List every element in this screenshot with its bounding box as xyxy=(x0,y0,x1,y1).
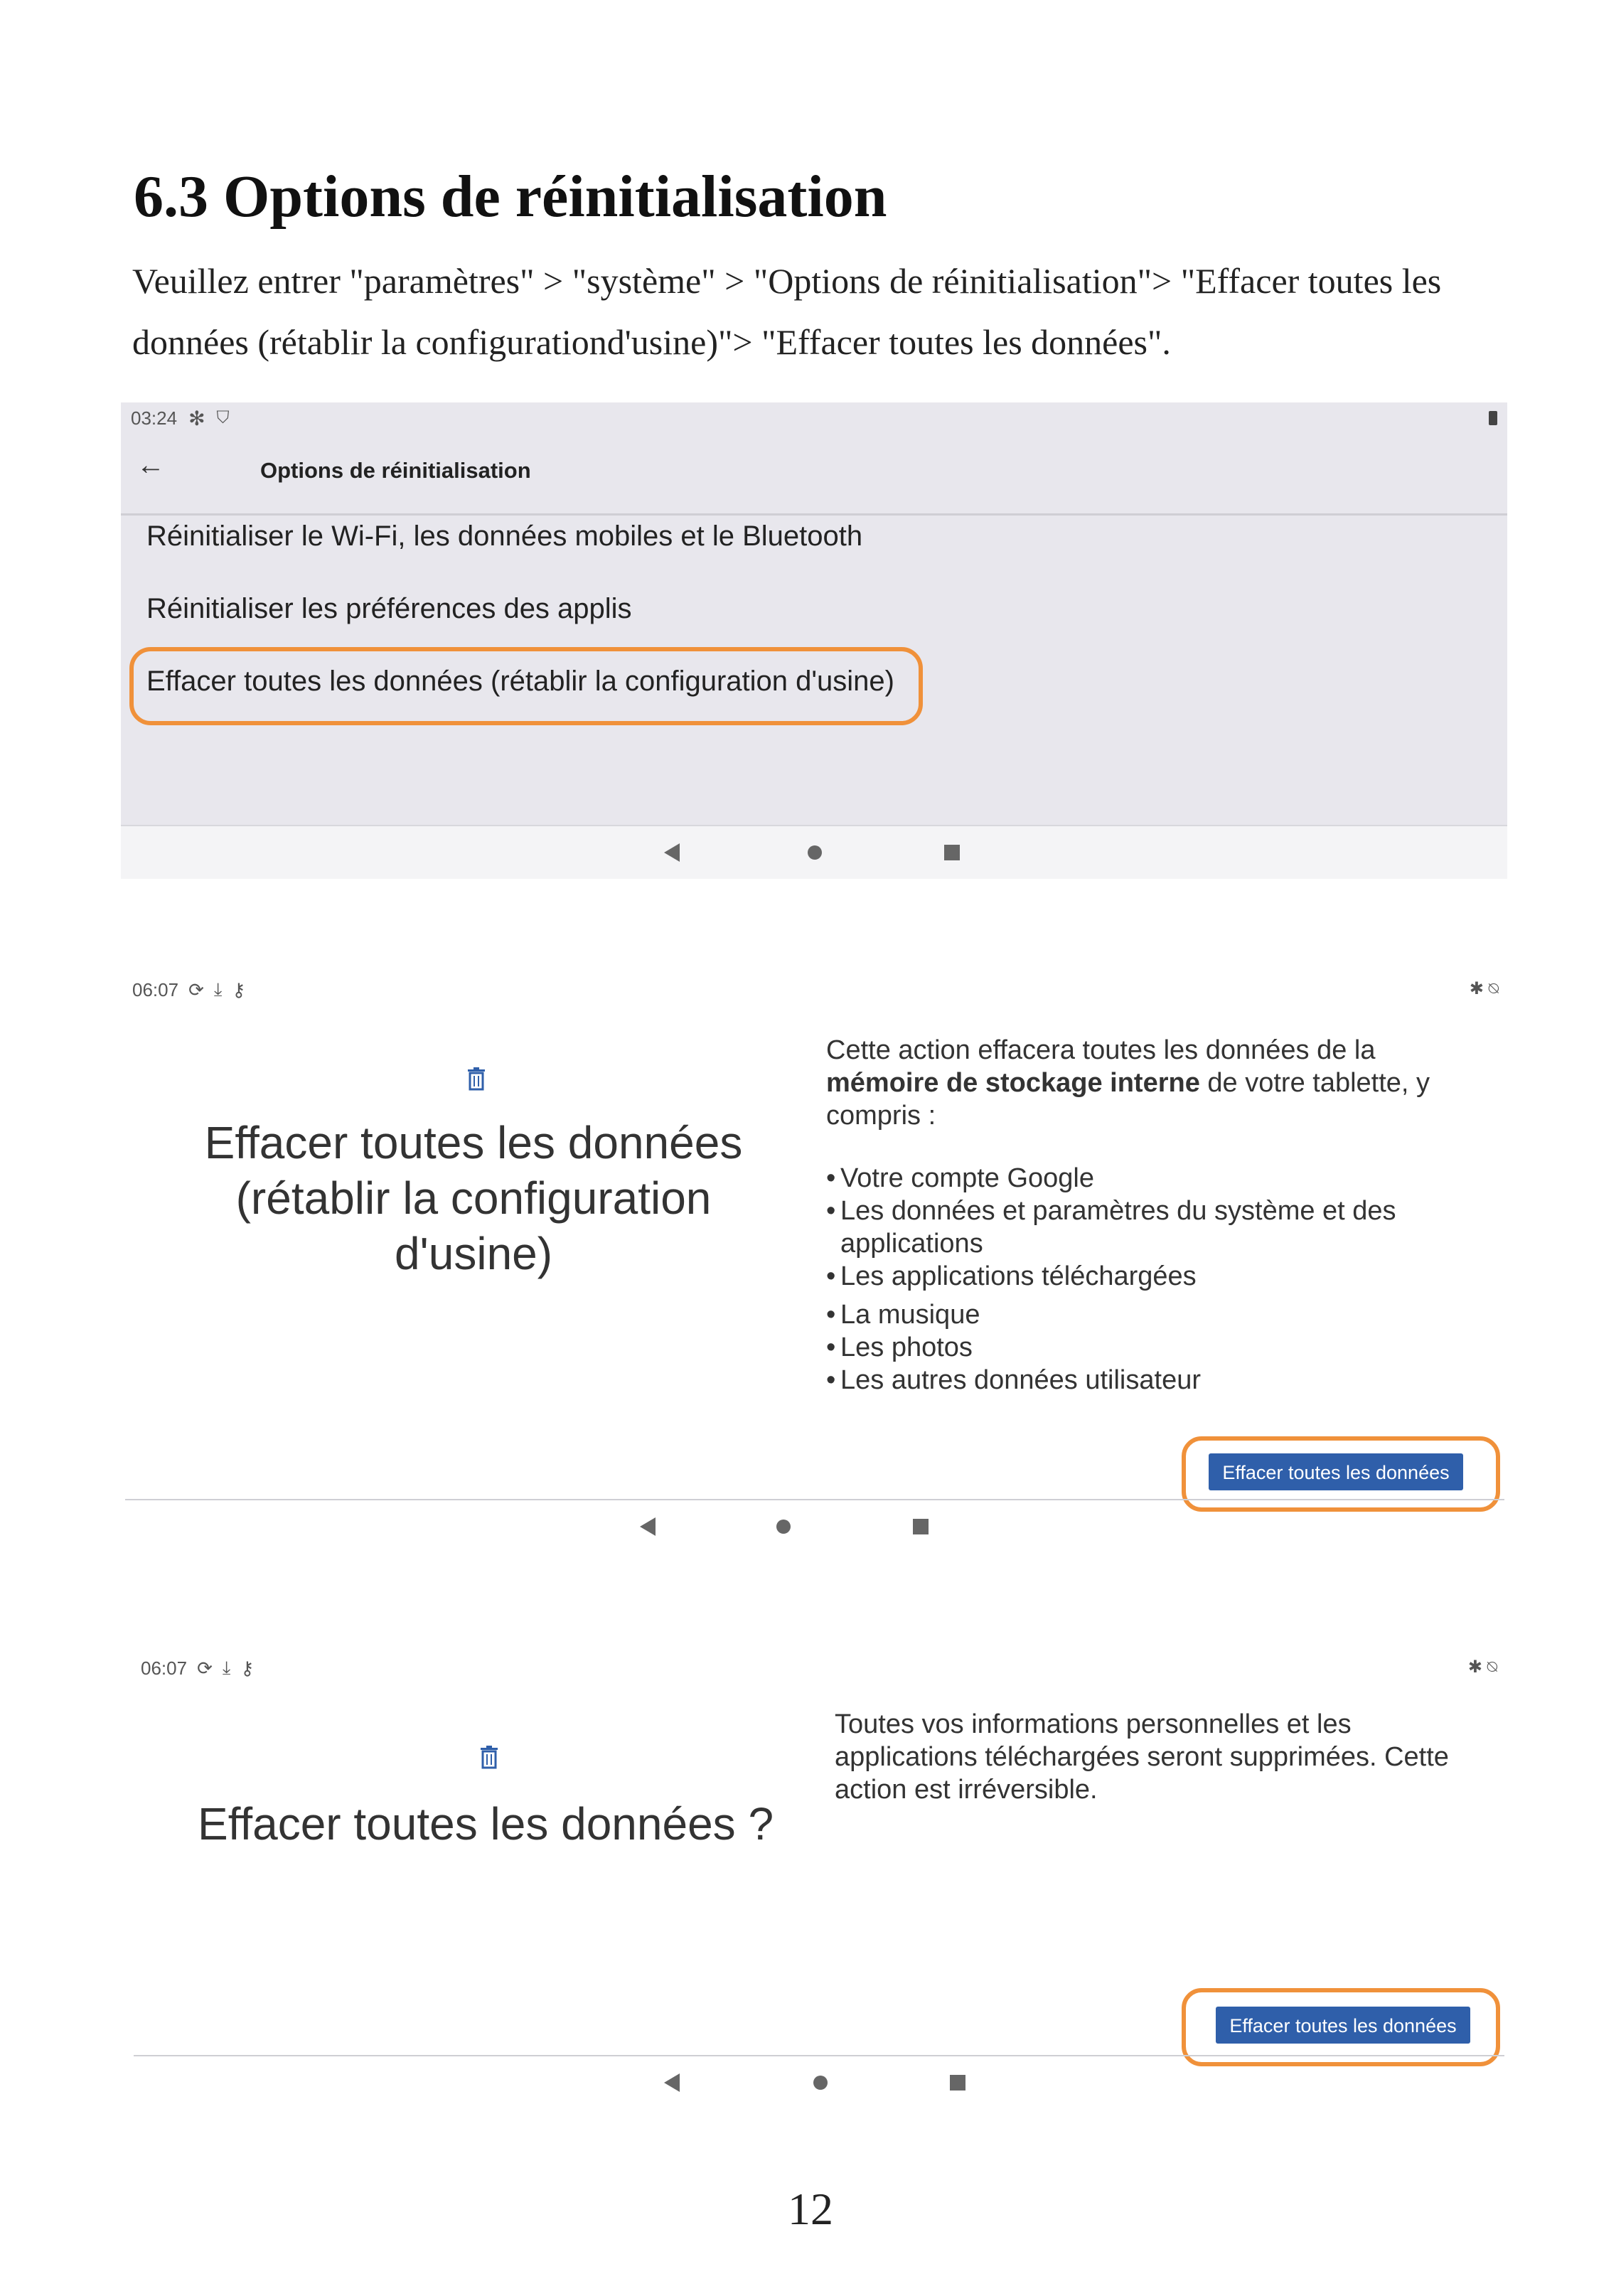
status-bar xyxy=(141,1654,254,1682)
bluetooth-battery-icons: ✱ ⍉ xyxy=(1467,1657,1497,1677)
sync-icon: ⟳ xyxy=(197,1657,213,1679)
description-text-end: de votre tablette, y compris : xyxy=(826,1068,1430,1131)
screenshot-reset-options xyxy=(121,402,1507,877)
divider xyxy=(125,1499,1504,1500)
list-item-reset-app-preferences[interactable]: Réinitialiser les préférences des applis xyxy=(146,593,632,624)
description-bold-text: mémoire de stockage interne xyxy=(826,1068,1200,1098)
list-item: • Les autres données utilisateur xyxy=(826,1364,1466,1397)
list-item: • Les applications téléchargées xyxy=(826,1260,1466,1293)
list-item: • Les données et paramètres du système et des applications xyxy=(826,1195,1466,1260)
shield-icon: ⛉ xyxy=(216,408,230,427)
list-item: • Votre compte Google xyxy=(826,1162,1466,1195)
page-title: Options de réinitialisation xyxy=(260,458,531,483)
nav-back-icon[interactable] xyxy=(640,1517,656,1536)
dialog-title: Effacer toutes les données (rétablir la configuration d'usine) xyxy=(204,1117,743,1279)
highlight-outline xyxy=(1182,1436,1500,1512)
list-item: • La musique xyxy=(826,1298,1466,1331)
status-bar xyxy=(131,404,230,432)
list-item: • Les photos xyxy=(826,1331,1466,1364)
intro-text-line-2: données (rétablir la configurationd'usine)"> "Effacer toutes les données". xyxy=(132,322,1171,362)
key-icon: ⚷ xyxy=(232,978,246,1000)
status-time: 06:07 xyxy=(141,1657,188,1679)
screenshot-factory-reset-info xyxy=(125,974,1504,1543)
nav-bar xyxy=(121,825,1507,879)
divider xyxy=(134,2055,1504,2056)
sync-icon: ⟳ xyxy=(188,978,204,1000)
description-text: Cette action effacera toutes les données de la xyxy=(826,1035,1376,1065)
nav-back-icon[interactable] xyxy=(664,843,680,862)
dialog-description: Toutes vos informations personnelles et les applications téléchargées seront supprimées. Cette action est irréversible. xyxy=(835,1709,1449,1805)
nav-home-icon[interactable] xyxy=(813,2076,828,2090)
dialog-description xyxy=(826,1034,1466,1132)
data-list xyxy=(826,1162,1466,1397)
download-icon: ⤓ xyxy=(222,1657,231,1678)
status-time: 06:07 xyxy=(132,978,179,1000)
nav-recents-icon[interactable] xyxy=(913,1519,929,1534)
nav-recents-icon[interactable] xyxy=(950,2075,965,2091)
nav-recents-icon[interactable] xyxy=(944,845,960,860)
app-bar xyxy=(121,432,1507,516)
battery-icon xyxy=(1489,411,1497,425)
gear-icon: ✻ xyxy=(188,407,205,429)
nav-home-icon[interactable] xyxy=(808,845,822,860)
list-item-reset-network[interactable]: Réinitialiser le Wi-Fi, les données mobiles et le Bluetooth xyxy=(146,520,863,552)
intro-text-line-1: Veuillez entrer "paramètres" > "système" > "Options de réinitialisation"> "Effacer toutes les xyxy=(132,261,1442,301)
bluetooth-battery-icons: ✱ ⍉ xyxy=(1469,979,1499,998)
trash-icon xyxy=(479,1745,499,1769)
erase-all-data-button[interactable]: Effacer toutes les données xyxy=(1216,2007,1470,2044)
list-item-factory-reset[interactable]: Effacer toutes les données (rétablir la configuration d'usine) xyxy=(146,666,894,697)
nav-back-icon[interactable] xyxy=(664,2073,680,2092)
screenshot-confirm-erase xyxy=(134,1651,1504,2149)
status-time: 03:24 xyxy=(131,407,178,429)
section-heading: 6.3 Options de réinitialisation xyxy=(134,164,887,230)
status-bar xyxy=(132,976,245,1004)
nav-home-icon[interactable] xyxy=(776,1520,791,1534)
back-arrow-icon[interactable]: ← xyxy=(137,449,165,481)
trash-icon xyxy=(466,1067,486,1091)
key-icon: ⚷ xyxy=(240,1657,255,1679)
download-icon: ⤓ xyxy=(213,978,223,1000)
dialog-title: Effacer toutes les données ? xyxy=(198,1798,774,1849)
highlight-outline xyxy=(129,647,923,725)
erase-all-data-button[interactable]: Effacer toutes les données xyxy=(1209,1453,1463,1490)
page-number: 12 xyxy=(788,2184,833,2234)
